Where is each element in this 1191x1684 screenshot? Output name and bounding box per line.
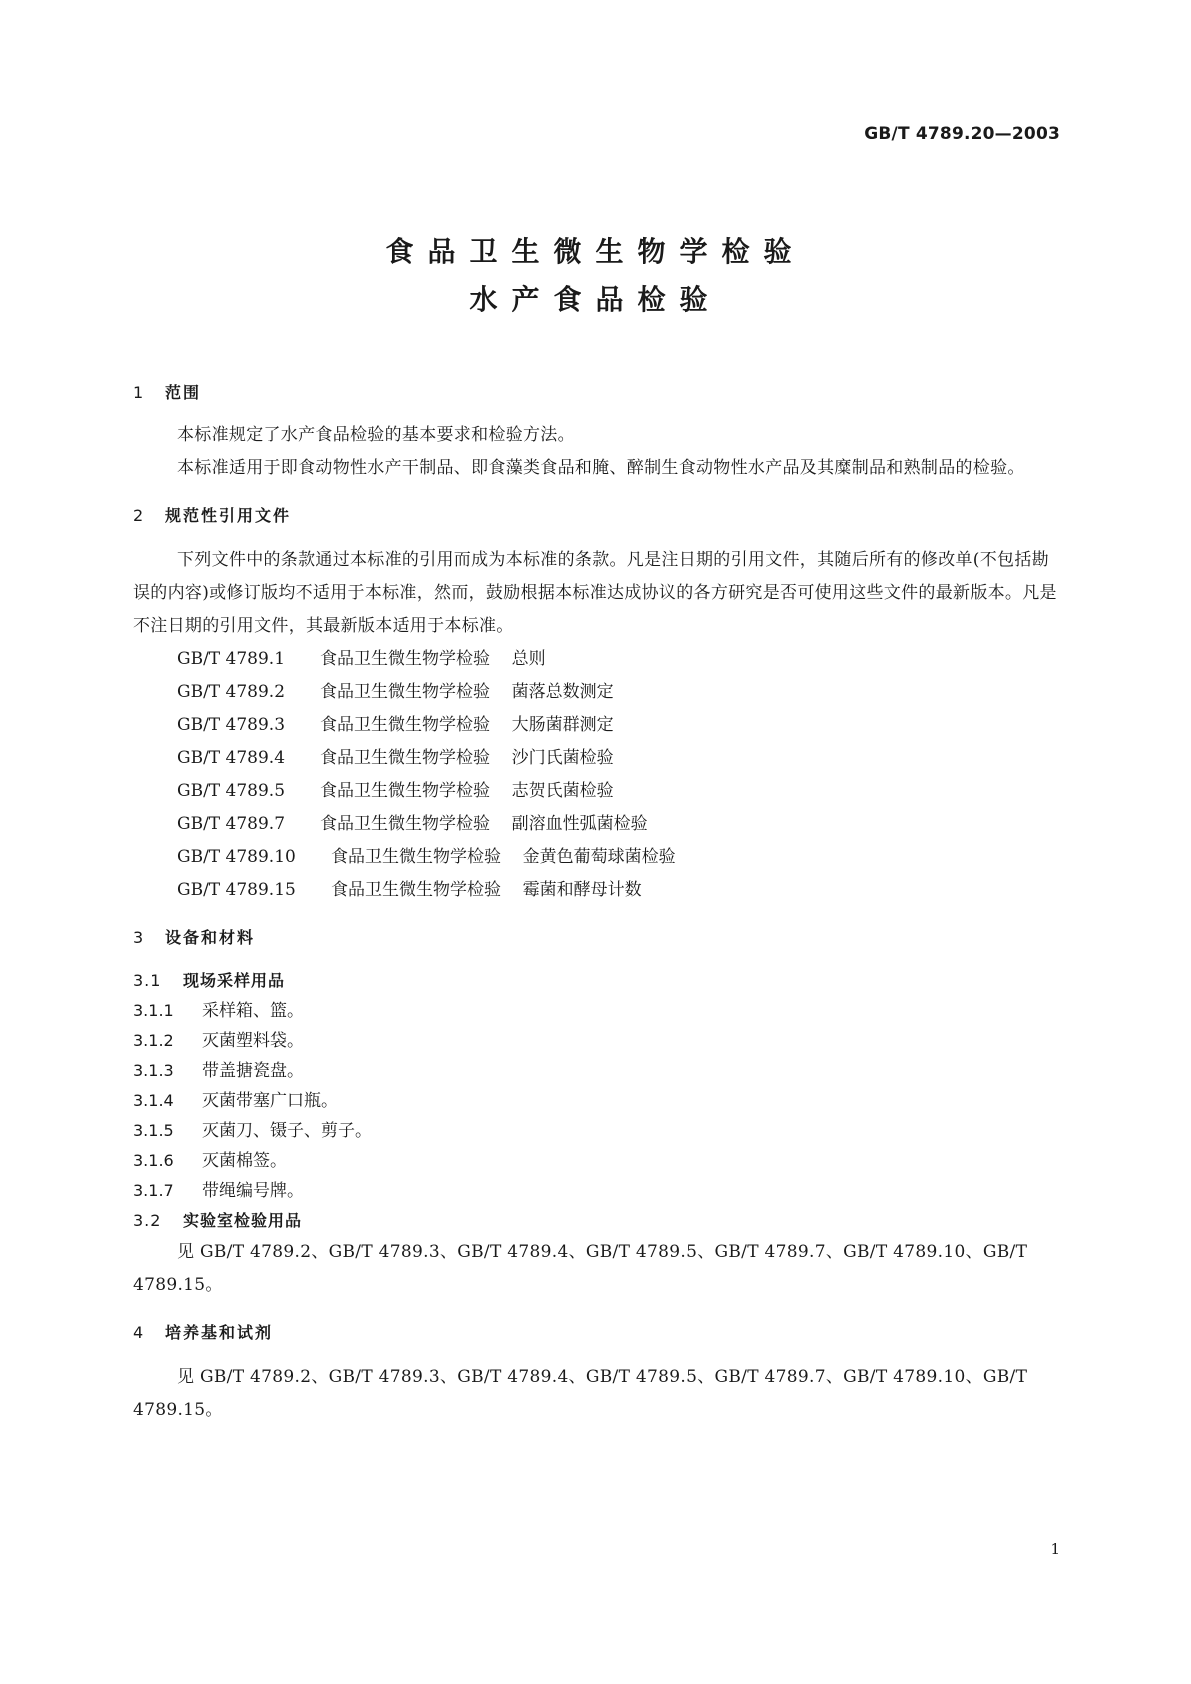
item-number: 3.1.4 xyxy=(133,1091,174,1110)
reference-title: 食品卫生微生物学检验 xyxy=(320,781,490,801)
section-heading-equipment xyxy=(133,925,1059,948)
subsection-heading-lab-supplies xyxy=(133,1206,1059,1236)
reference-list xyxy=(133,643,1059,907)
subsection-title: 现场采样用品 xyxy=(183,971,286,990)
reference-code: GB/T 4789.3 xyxy=(177,715,286,735)
list-item xyxy=(133,1116,1059,1146)
section-title: 设备和材料 xyxy=(165,928,256,947)
paragraph: 下列文件中的条款通过本标准的引用而成为本标准的条款。凡是注日期的引用文件，其随后所有的修改单(不包括勘误的内容)或修订版均不适用于本标准，然而，鼓励根据本标准达成协议的各方研究是否可使用这些文件的最新版本。凡是不注日期的引用文件，其最新版本适用于本标准。 xyxy=(133,550,1057,636)
item-number: 3.1.1 xyxy=(133,1001,174,1020)
item-text: 灭菌带塞广口瓶。 xyxy=(202,1091,338,1111)
reference-code: GB/T 4789.7 xyxy=(177,814,286,834)
list-item xyxy=(133,996,1059,1026)
list-item xyxy=(133,1086,1059,1116)
paragraph: 本标准适用于即食动物性水产干制品、即食藻类食品和腌、醉制生食动物性水产品及其糜制品和熟制品的检验。 xyxy=(177,458,1025,478)
document-title: 食品卫生微生物学检验 xyxy=(385,235,806,268)
reference-subtitle: 大肠菌群测定 xyxy=(511,715,614,735)
section-number: 2 xyxy=(133,506,146,525)
subsection-heading-field-sampling xyxy=(133,966,1059,996)
reference-code: GB/T 4789.15 xyxy=(177,880,296,900)
item-number: 3.1.6 xyxy=(133,1151,174,1170)
reference-title: 食品卫生微生物学检验 xyxy=(331,880,501,900)
item-text: 采样箱、篮。 xyxy=(202,1001,304,1021)
page-number: 1 xyxy=(1050,1540,1060,1558)
section-title: 规范性引用文件 xyxy=(165,506,292,525)
subsection-number: 3.1 xyxy=(133,971,162,990)
reference-item xyxy=(133,742,1059,775)
reference-title: 食品卫生微生物学检验 xyxy=(320,682,490,702)
reference-item xyxy=(133,874,1059,907)
item-number: 3.1.5 xyxy=(133,1121,174,1140)
section-number: 4 xyxy=(133,1323,146,1342)
paragraph: 本标准规定了水产食品检验的基本要求和检验方法。 xyxy=(177,425,575,445)
subsection-title: 实验室检验用品 xyxy=(183,1211,303,1230)
item-number: 3.1.2 xyxy=(133,1031,174,1050)
section-number: 3 xyxy=(133,928,146,947)
reference-code: GB/T 4789.2 xyxy=(177,682,286,702)
reference-subtitle: 沙门氏菌检验 xyxy=(511,748,614,768)
section-heading-normative-references xyxy=(133,503,1059,526)
item-text: 灭菌塑料袋。 xyxy=(202,1031,304,1051)
reference-subtitle: 菌落总数测定 xyxy=(511,682,614,702)
reference-title: 食品卫生微生物学检验 xyxy=(331,847,501,867)
section-heading-media-reagents xyxy=(133,1320,1059,1343)
reference-item xyxy=(133,676,1059,709)
item-text: 带盖搪瓷盘。 xyxy=(202,1061,304,1081)
list-item xyxy=(133,1146,1059,1176)
reference-title: 食品卫生微生物学检验 xyxy=(320,748,490,768)
reference-subtitle: 总则 xyxy=(511,649,546,669)
item-number: 3.1.3 xyxy=(133,1061,174,1080)
item-text: 带绳编号牌。 xyxy=(202,1181,304,1201)
section-title: 培养基和试剂 xyxy=(165,1323,274,1342)
reference-code: GB/T 4789.4 xyxy=(177,748,286,768)
reference-subtitle: 志贺氏菌检验 xyxy=(511,781,614,801)
reference-item xyxy=(133,709,1059,742)
reference-item xyxy=(133,808,1059,841)
standard-code: GB/T 4789.20—2003 xyxy=(864,124,1060,144)
item-number: 3.1.7 xyxy=(133,1181,174,1200)
reference-title: 食品卫生微生物学检验 xyxy=(320,649,490,669)
reference-title: 食品卫生微生物学检验 xyxy=(320,715,490,735)
reference-subtitle: 金黄色葡萄球菌检验 xyxy=(522,847,676,867)
list-item xyxy=(133,1026,1059,1056)
item-text: 灭菌棉签。 xyxy=(202,1151,287,1171)
section-number: 1 xyxy=(133,383,146,402)
item-text: 灭菌刀、镊子、剪子。 xyxy=(202,1121,372,1141)
reference-subtitle: 霉菌和酵母计数 xyxy=(522,880,642,900)
document-subtitle: 水产食品检验 xyxy=(469,283,722,316)
section-heading-scope xyxy=(133,380,1059,403)
reference-subtitle: 副溶血性弧菌检验 xyxy=(511,814,648,834)
reference-code: GB/T 4789.1 xyxy=(177,649,286,669)
list-item xyxy=(133,1056,1059,1086)
subsection-number: 3.2 xyxy=(133,1211,162,1230)
section-title: 范围 xyxy=(165,383,202,402)
paragraph: 见 GB/T 4789.2、GB/T 4789.3、GB/T 4789.4、GB/T 4789.5、GB/T 4789.7、GB/T 4789.10、GB/T 4789.15。 xyxy=(133,1367,1028,1420)
list-item xyxy=(133,1176,1059,1206)
reference-title: 食品卫生微生物学检验 xyxy=(320,814,490,834)
reference-item xyxy=(133,643,1059,676)
reference-code: GB/T 4789.5 xyxy=(177,781,286,801)
reference-code: GB/T 4789.10 xyxy=(177,847,296,867)
paragraph: 见 GB/T 4789.2、GB/T 4789.3、GB/T 4789.4、GB/T 4789.5、GB/T 4789.7、GB/T 4789.10、GB/T 4789.15。 xyxy=(133,1242,1028,1295)
document-body xyxy=(133,380,1059,1427)
reference-item xyxy=(133,841,1059,874)
reference-item xyxy=(133,775,1059,808)
